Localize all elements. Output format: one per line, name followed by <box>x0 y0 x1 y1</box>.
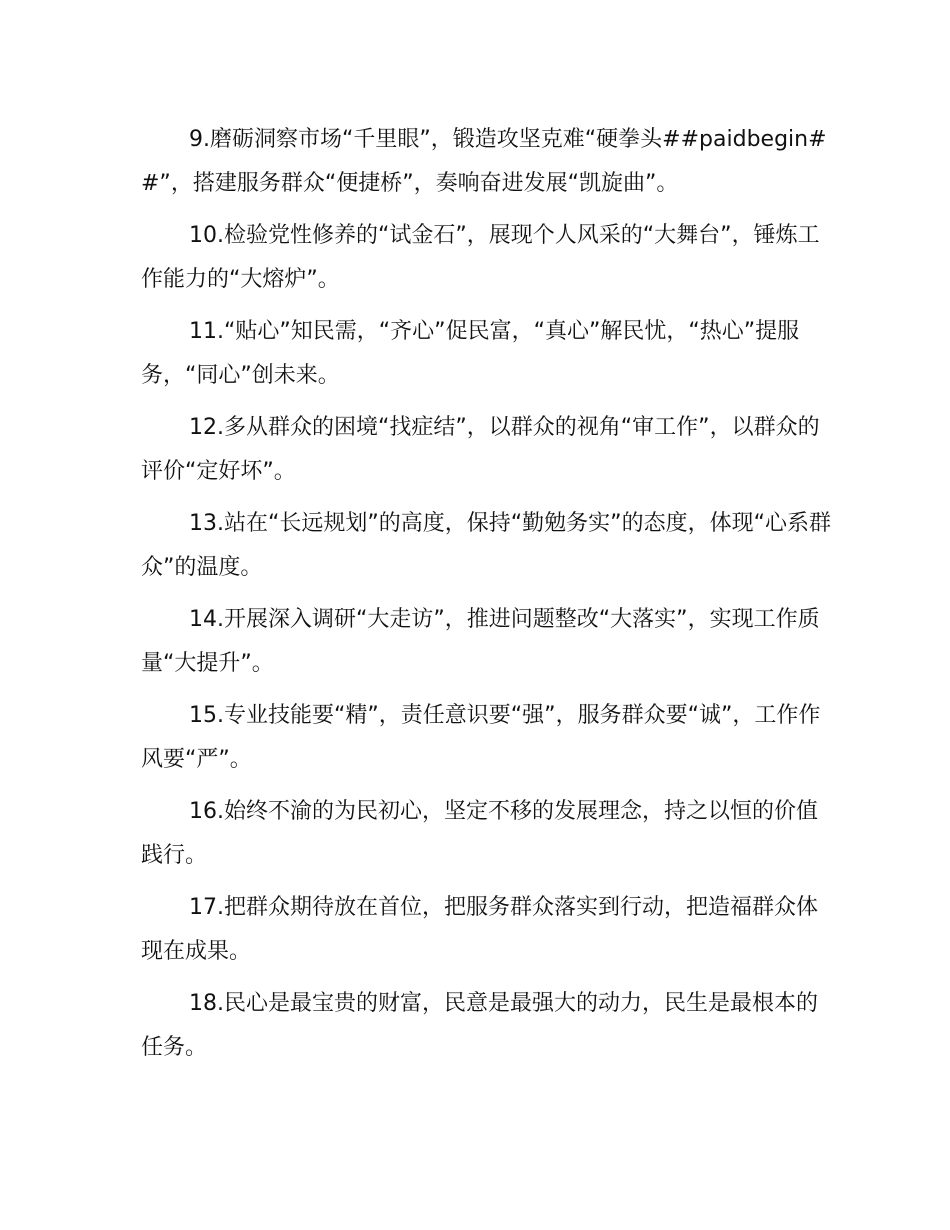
paragraph-14: 14.开展深入调研“大走访”，推进问题整改“大落实”，实现工作质量“大提升”。 <box>141 607 820 676</box>
paragraph-17: 17.把群众期待放在首位，把服务群众落实到行动，把造福群众体现在成果。 <box>141 895 818 964</box>
paragraph-10: 10.检验党性修养的“试金石”，展现个人风采的“大舞台”，锤炼工作能力的“大熔炉”。 <box>141 223 820 292</box>
paragraph-18: 18.民心是最宝贵的财富，民意是最强大的动力，民生是最根本的任务。 <box>141 991 818 1060</box>
paragraph-12: 12.多从群众的困境“找症结”，以群众的视角“审工作”，以群众的评价“定好坏”。 <box>141 415 820 484</box>
paragraph-15: 15.专业技能要“精”，责任意识要“强”，服务群众要“诚”，工作作风要“严”。 <box>141 703 821 772</box>
paragraph-11: 11.“贴心”知民需，“齐心”促民富，“真心”解民忧，“热心”提服务，“同心”创未来。 <box>141 319 800 388</box>
paragraph-9: 9.磨砺洞察市场“千里眼”，锻造攻坚克难“硬拳头##paidbegin##”，搭建服务群众“便捷桥”，奏响奋进发展“凯旋曲”。 <box>141 127 827 196</box>
paragraph-16: 16.始终不渝的为民初心，坚定不移的发展理念，持之以恒的价值践行。 <box>141 799 818 868</box>
paragraph-13: 13.站在“长远规划”的高度，保持“勤勉务实”的态度，体现“心系群众”的温度。 <box>141 511 831 580</box>
document-body <box>141 118 831 1078</box>
